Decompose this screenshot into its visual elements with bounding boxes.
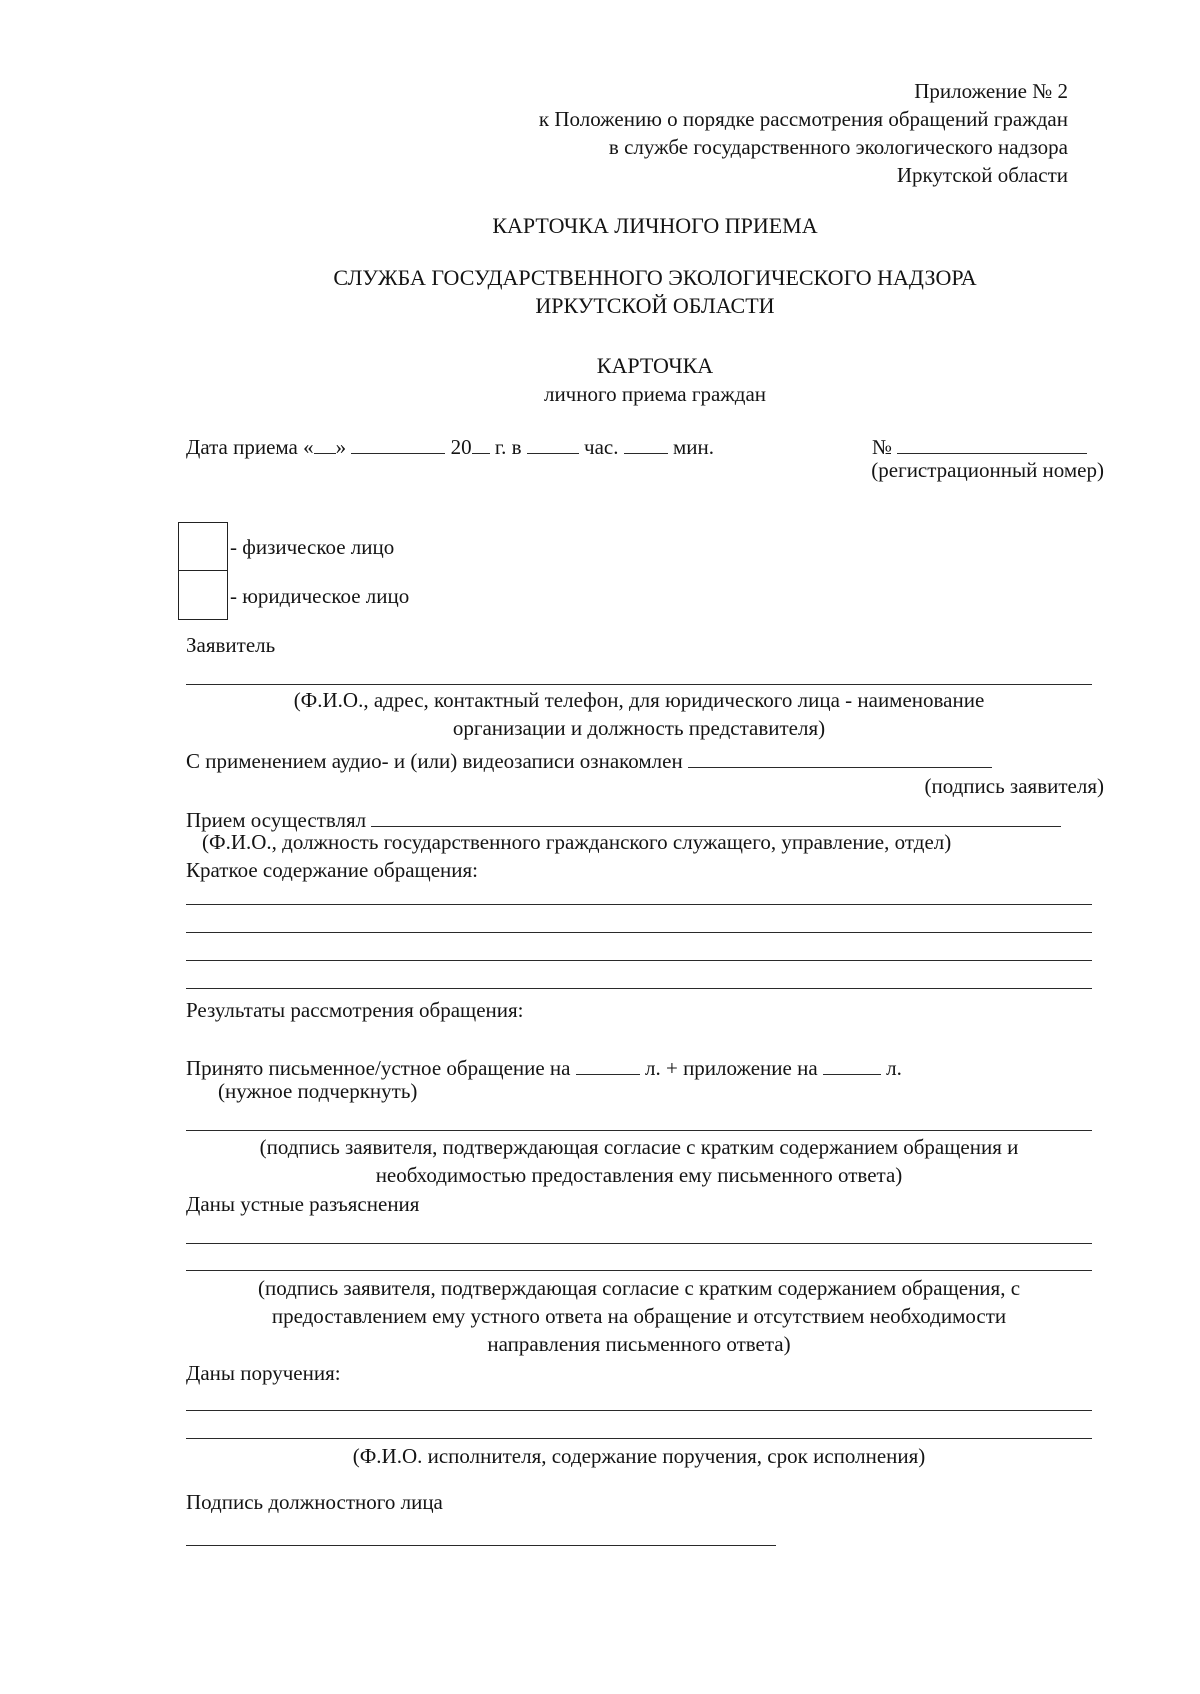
instructions-line-1[interactable] <box>186 1410 1092 1411</box>
attachment-sheets-field[interactable] <box>823 1053 881 1075</box>
written-consent-caption-1: (подпись заявителя, подтверждающая согласие с кратким содержанием обращения и <box>259 1135 1019 1159</box>
reg-number-caption: (регистрационный номер) <box>871 458 1104 482</box>
instructions-label: Даны поручения: <box>186 1361 341 1385</box>
individual-label: - физическое лицо <box>230 535 395 559</box>
annex-line-2: к Положению о порядке рассмотрения обращений граждан <box>538 107 1068 131</box>
recording-signature-field[interactable] <box>688 746 992 768</box>
summary-line-4[interactable] <box>186 988 1092 989</box>
year-prefix: 20 <box>450 435 472 459</box>
day-field[interactable] <box>314 432 336 454</box>
card-title: КАРТОЧКА ЛИЧНОГО ПРИЕМА <box>492 213 818 238</box>
sheets-plus-attachment: л. + приложение на <box>645 1056 818 1080</box>
legal-entity-label: - юридическое лицо <box>230 584 410 608</box>
card-word: КАРТОЧКА <box>596 353 714 378</box>
underline-note: (нужное подчеркнуть) <box>218 1079 418 1103</box>
instructions-caption: (Ф.И.О. исполнителя, содержание поручения, срок исполнения) <box>352 1444 926 1468</box>
reception-date-line <box>186 432 714 458</box>
hour-field[interactable] <box>527 432 579 454</box>
reg-number-field[interactable] <box>897 432 1087 454</box>
summary-line-1[interactable] <box>186 904 1092 905</box>
oral-consent-caption-3: направления письменного ответа) <box>487 1332 791 1356</box>
year-suffix: г. в <box>494 435 522 459</box>
minutes-label: мин. <box>673 435 715 459</box>
hours-label: час. <box>584 435 619 459</box>
date-close-quote: » <box>335 435 347 459</box>
annex-number: Приложение № 2 <box>914 79 1068 103</box>
sheets-field[interactable] <box>576 1053 640 1075</box>
oral-explanations-field[interactable] <box>186 1243 1092 1244</box>
recording-label: С применением аудио- и (или) видеозаписи ознакомлен <box>186 749 683 773</box>
oral-consent-caption-1: (подпись заявителя, подтверждающая согласие с кратким содержанием обращения, с <box>257 1276 1021 1300</box>
accepted-text: Принято письменное/устное обращение на <box>186 1056 571 1080</box>
oral-consent-caption-2: предоставлением ему устного ответа на обращение и отсутствием необходимости <box>271 1304 1007 1328</box>
legal-entity-checkbox[interactable] <box>180 572 224 616</box>
written-consent-signature-field[interactable] <box>186 1130 1092 1131</box>
summary-line-3[interactable] <box>186 960 1092 961</box>
annex-line-4: Иркутской области <box>896 163 1068 187</box>
official-signature-field[interactable] <box>186 1545 776 1546</box>
summary-label: Краткое содержание обращения: <box>186 858 478 882</box>
annex-line-3: в службе государственного экологического надзора <box>608 135 1068 159</box>
minute-field[interactable] <box>624 432 668 454</box>
agency-name-line-2: ИРКУТСКОЙ ОБЛАСТИ <box>535 293 775 318</box>
year-field[interactable] <box>472 432 490 454</box>
applicant-signature-caption: (подпись заявителя) <box>924 774 1104 798</box>
applicant-caption-2: организации и должность представителя) <box>452 716 826 740</box>
month-field[interactable] <box>351 432 445 454</box>
oral-consent-signature-field[interactable] <box>186 1270 1092 1271</box>
card-subtitle: личного приема граждан <box>543 382 767 406</box>
summary-line-2[interactable] <box>186 932 1092 933</box>
applicant-field[interactable] <box>186 684 1092 685</box>
agency-name-line-1: СЛУЖБА ГОСУДАРСТВЕННОГО ЭКОЛОГИЧЕСКОГО НАДЗОРА <box>333 265 977 290</box>
date-label: Дата приема « <box>186 435 314 459</box>
reception-by-label: Прием осуществлял <box>186 808 367 832</box>
written-consent-caption-2: необходимостью предоставления ему письменного ответа) <box>375 1163 903 1187</box>
applicant-caption-1: (Ф.И.О., адрес, контактный телефон, для юридического лица - наименование <box>293 688 985 712</box>
number-sign: № <box>872 435 893 459</box>
checkbox-divider <box>178 570 228 571</box>
reception-by-field[interactable] <box>371 805 1061 827</box>
results-label: Результаты рассмотрения обращения: <box>186 998 524 1022</box>
reg-number-line <box>872 432 1087 458</box>
official-signature-label: Подпись должностного лица <box>186 1490 443 1514</box>
reception-by-line <box>186 805 1061 831</box>
accepted-line <box>186 1053 902 1079</box>
applicant-label: Заявитель <box>186 633 276 657</box>
sheets-label: л. <box>886 1056 902 1080</box>
reception-by-caption: (Ф.И.О., должность государственного гражданского служащего, управление, отдел) <box>202 830 952 854</box>
instructions-line-2[interactable] <box>186 1438 1092 1439</box>
recording-line <box>186 746 992 772</box>
oral-explanations-label: Даны устные разъяснения <box>186 1192 420 1216</box>
individual-checkbox[interactable] <box>180 524 224 568</box>
